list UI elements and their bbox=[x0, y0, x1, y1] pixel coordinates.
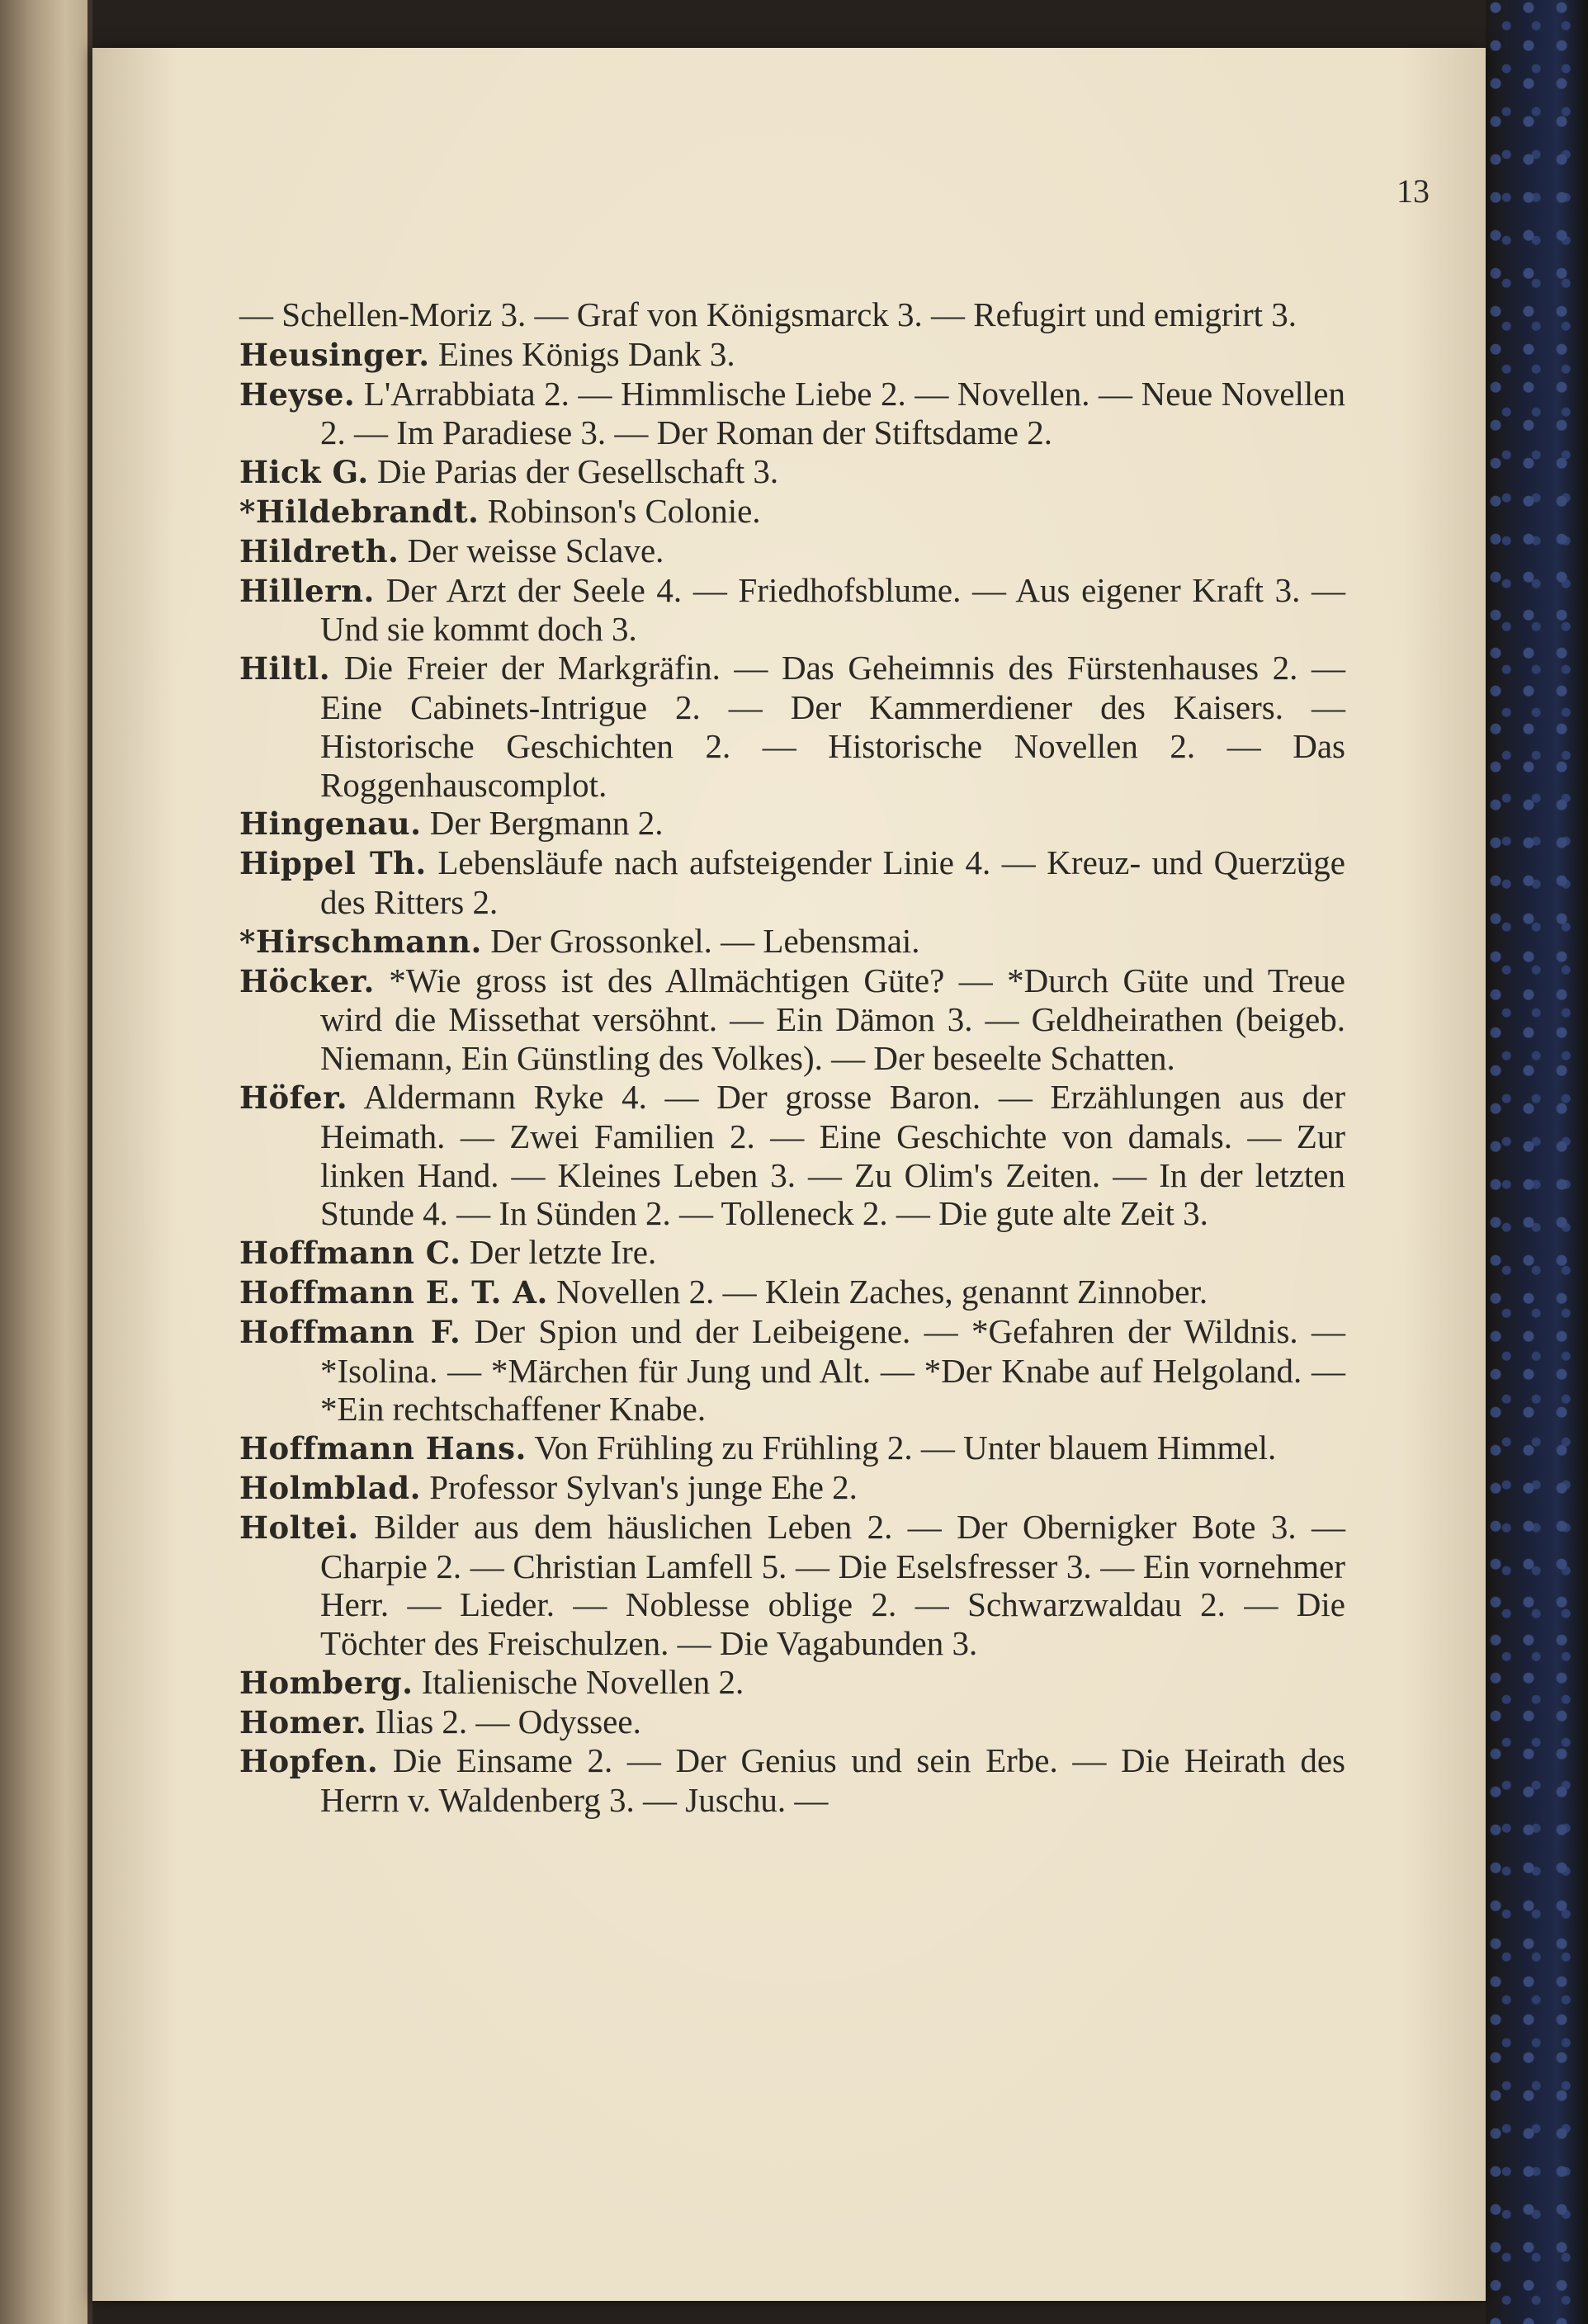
catalog-entry bbox=[239, 1429, 1345, 1468]
catalog-entry bbox=[239, 1468, 1345, 1508]
entry-works: Bilder aus dem häuslichen Leben 2. — Der Obernigker Bote 3. — Charpie 2. — Christian Lamfell 5. — Die Eselsfresser 3. — Ein vornehmer Herr. — Lieder. — Noblesse oblige 2. — Schwarzwaldau 2. — Die Töchter des Freischulzen. — Die Vagabunden 3. bbox=[320, 1507, 1346, 1663]
catalog-entry bbox=[239, 1233, 1345, 1273]
entry-works: *Wie gross ist des Allmächtigen Güte? — *Durch Güte und Treue wird die Missethat versöhnt. — Ein Dämon 3. — Geldheirathen (beigeb. Niemann, Ein Günstling des Volkes). — Der beseelte Schatten. bbox=[320, 961, 1346, 1078]
entry-author: Höcker. bbox=[239, 962, 375, 999]
entry-author: *Hirschmann. bbox=[239, 923, 482, 960]
entry-works: Robinson's Colonie. bbox=[487, 491, 761, 530]
catalog-entry bbox=[239, 335, 1345, 375]
entry-works: Der Arzt der Seele 4. — Friedhofsblume. — Aus eigener Kraft 3. — Und sie kommt doch 3. bbox=[320, 570, 1345, 649]
catalog-entry bbox=[239, 1741, 1345, 1820]
entry-author: Holtei. bbox=[239, 1509, 359, 1546]
entry-works: Lebensläufe nach aufsteigender Linie 4. — Kreuz- und Querzüge des Ritters 2. bbox=[320, 843, 1346, 921]
entry-author: Heyse. bbox=[239, 376, 356, 413]
entry-author: Hick G. bbox=[239, 454, 369, 491]
catalog-entry bbox=[239, 492, 1345, 531]
catalog-entry bbox=[239, 1312, 1345, 1429]
catalog-entry bbox=[239, 571, 1345, 649]
book-page bbox=[92, 48, 1486, 2301]
entry-author: Hiltl. bbox=[239, 650, 331, 687]
entry-author: Hildreth. bbox=[239, 532, 399, 569]
entry-works: Die Parias der Gesellschaft 3. bbox=[376, 452, 779, 491]
entry-works: L'Arrabbiata 2. — Himmlische Liebe 2. — Novellen. — Neue Novellen 2. — Im Paradiese 3. — Der Roman der Stiftsdame 2. bbox=[320, 374, 1346, 452]
entry-author: *Hildebrandt. bbox=[239, 493, 480, 530]
entry-works: Die Einsame 2. — Der Genius und sein Erbe. — Die Heirath des Herrn v. Waldenberg 3. — Juschu. — bbox=[320, 1741, 1345, 1820]
entry-works: Ilias 2. — Odyssee. bbox=[375, 1702, 641, 1741]
catalog-entry bbox=[239, 1663, 1345, 1703]
catalog-entry bbox=[239, 375, 1345, 453]
book-cover-edge bbox=[1486, 0, 1588, 2324]
entry-works: Eines Königs Dank 3. bbox=[437, 334, 735, 373]
entry-works: Der Spion und der Leibeigene. — *Gefahren der Wildnis. — *Isolina. — *Märchen für Jung und Alt. — *Der Knabe auf Helgoland. — *Ein rechtschaffener Knabe. bbox=[320, 1311, 1345, 1429]
entry-works: Der Grossonkel. — Lebensmai. bbox=[490, 921, 920, 960]
page-number: 13 bbox=[1397, 172, 1430, 210]
entry-author: Hoffmann E. T. A. bbox=[239, 1273, 548, 1311]
entry-author: Homberg. bbox=[239, 1664, 414, 1701]
catalog-entry bbox=[239, 843, 1345, 922]
entry-works: Die Freier der Markgräfin. — Das Geheimnis des Fürstenhauses 2. — Eine Cabinets-Intrigue 2. — Der Kammerdiener des Kaisers. — Historische Geschichten 2. — Historische Novellen 2. — Das Roggenhauscomplot. bbox=[320, 649, 1346, 804]
catalog-entry bbox=[239, 922, 1345, 961]
catalog-entry bbox=[239, 1703, 1345, 1742]
entry-works: Der Bergmann 2. bbox=[429, 804, 664, 843]
entry-author: Höfer. bbox=[239, 1079, 348, 1116]
entry-works: Der letzte Ire. bbox=[469, 1233, 657, 1272]
catalog-entry bbox=[239, 1273, 1345, 1312]
catalog-entry bbox=[239, 961, 1345, 1078]
entry-works: Von Frühling zu Frühling 2. — Unter blauem Himmel. bbox=[534, 1429, 1277, 1467]
catalog-entry bbox=[239, 452, 1345, 492]
entry-works: Der weisse Sclave. bbox=[407, 531, 664, 569]
entry-author: Hoffmann Hans. bbox=[239, 1430, 527, 1467]
entry-author: Hoffmann C. bbox=[239, 1235, 461, 1272]
entry-author: Homer. bbox=[239, 1703, 367, 1741]
catalog-entry bbox=[239, 295, 1345, 335]
catalog-entries bbox=[239, 295, 1345, 1820]
catalog-entry bbox=[239, 1078, 1345, 1233]
entry-author: Hopfen. bbox=[239, 1743, 379, 1780]
entry-author: Hippel Th. bbox=[239, 845, 427, 882]
entry-author: Heusinger. bbox=[239, 336, 430, 373]
catalog-entry bbox=[239, 1508, 1345, 1663]
catalog-entry bbox=[239, 649, 1345, 804]
entry-author: Hillern. bbox=[239, 572, 375, 609]
entry-works: Aldermann Ryke 4. — Der grosse Baron. — Erzählungen aus der Heimath. — Zwei Familien 2. — Eine Geschichte von damals. — Zur linken Hand. — Kleines Leben 3. — Zu Olim's Zeiten. — In der letzten Stunde 4. — In Sünden 2. — Tolleneck 2. — Die gute alte Zeit 3. bbox=[320, 1077, 1345, 1233]
entry-works: Novellen 2. — Klein Zaches, genannt Zinnober. bbox=[556, 1272, 1208, 1311]
adjacent-page-edge bbox=[0, 0, 92, 2324]
entry-author: Hingenau. bbox=[239, 805, 422, 843]
catalog-entry bbox=[239, 804, 1345, 843]
entry-author: Hoffmann F. bbox=[239, 1313, 461, 1350]
entry-works: Italienische Novellen 2. bbox=[421, 1662, 744, 1701]
entry-author: Holmblad. bbox=[239, 1469, 421, 1506]
catalog-entry bbox=[239, 531, 1345, 571]
entry-works: — Schellen-Moriz 3. — Graf von Königsmarck 3. — Refugirt und emigrirt 3. bbox=[239, 295, 1297, 333]
entry-works: Professor Sylvan's junge Ehe 2. bbox=[429, 1467, 858, 1506]
